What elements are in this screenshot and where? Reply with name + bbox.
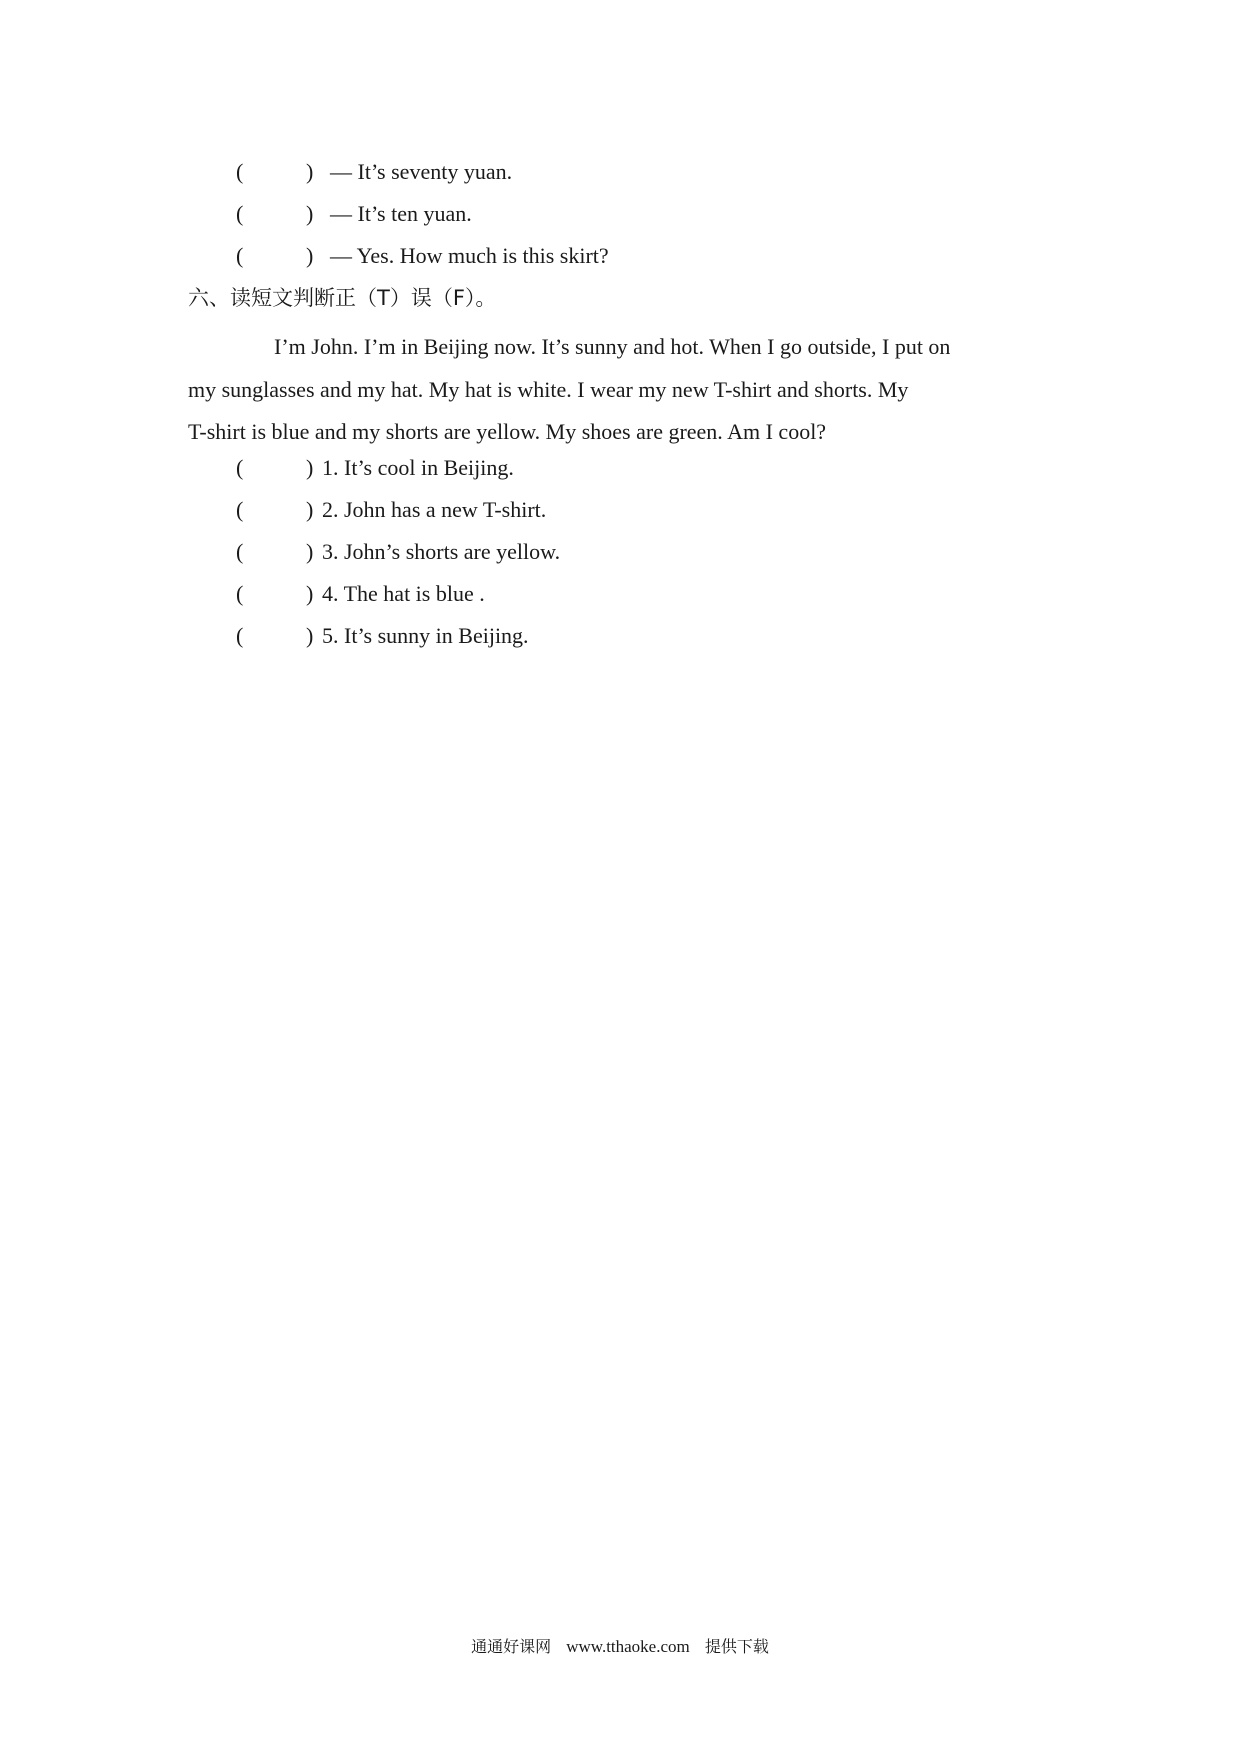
footer-url[interactable]: www.tthaoke.com bbox=[566, 1637, 690, 1656]
question-item: 2. John has a new T-shirt. bbox=[322, 497, 547, 522]
footer-download-note: 提供下载 bbox=[704, 1637, 769, 1656]
passage-line: T-shirt is blue and my shorts are yellow. My shoes are green. Am I cool? bbox=[188, 419, 827, 444]
dialogue-line: — It’s seventy yuan. bbox=[330, 159, 513, 184]
question-item: 1. It’s cool in Beijing. bbox=[322, 455, 514, 480]
page-footer bbox=[0, 1636, 1240, 1658]
reading-passage bbox=[188, 326, 1068, 454]
answer-paren-open: ( bbox=[236, 581, 244, 606]
answer-paren-open: ( bbox=[236, 455, 244, 480]
passage-line: my sunglasses and my hat. My hat is white. I wear my new T-shirt and shorts. My bbox=[188, 376, 909, 402]
answer-paren-close: ) bbox=[306, 581, 314, 606]
answer-paren-close: ) bbox=[306, 201, 314, 226]
answer-paren-open: ( bbox=[236, 623, 244, 648]
answer-paren-close: ) bbox=[306, 623, 314, 648]
question-item: 4. The hat is blue . bbox=[322, 581, 485, 606]
answer-paren-close: ) bbox=[306, 159, 314, 184]
answer-paren-open: ( bbox=[236, 243, 244, 268]
answer-paren-close: ) bbox=[306, 539, 314, 564]
section-heading: 六、读短文判断正（T）误（F）。 bbox=[188, 286, 497, 310]
footer-site-name: 通通好课网 bbox=[471, 1637, 552, 1656]
answer-paren-open: ( bbox=[236, 497, 244, 522]
question-item: 5. It’s sunny in Beijing. bbox=[322, 623, 529, 648]
answer-paren-close: ) bbox=[306, 455, 314, 480]
answer-paren-open: ( bbox=[236, 539, 244, 564]
dialogue-line: — Yes. How much is this skirt? bbox=[330, 243, 609, 268]
question-item: 3. John’s shorts are yellow. bbox=[322, 539, 561, 564]
dialogue-line: — It’s ten yuan. bbox=[330, 201, 472, 226]
passage-line: I’m John. I’m in Beijing now. It’s sunny and hot. When I go outside, I put on bbox=[274, 334, 951, 359]
answer-paren-close: ) bbox=[306, 243, 314, 268]
answer-paren-open: ( bbox=[236, 159, 244, 184]
answer-paren-open: ( bbox=[236, 201, 244, 226]
answer-paren-close: ) bbox=[306, 497, 314, 522]
